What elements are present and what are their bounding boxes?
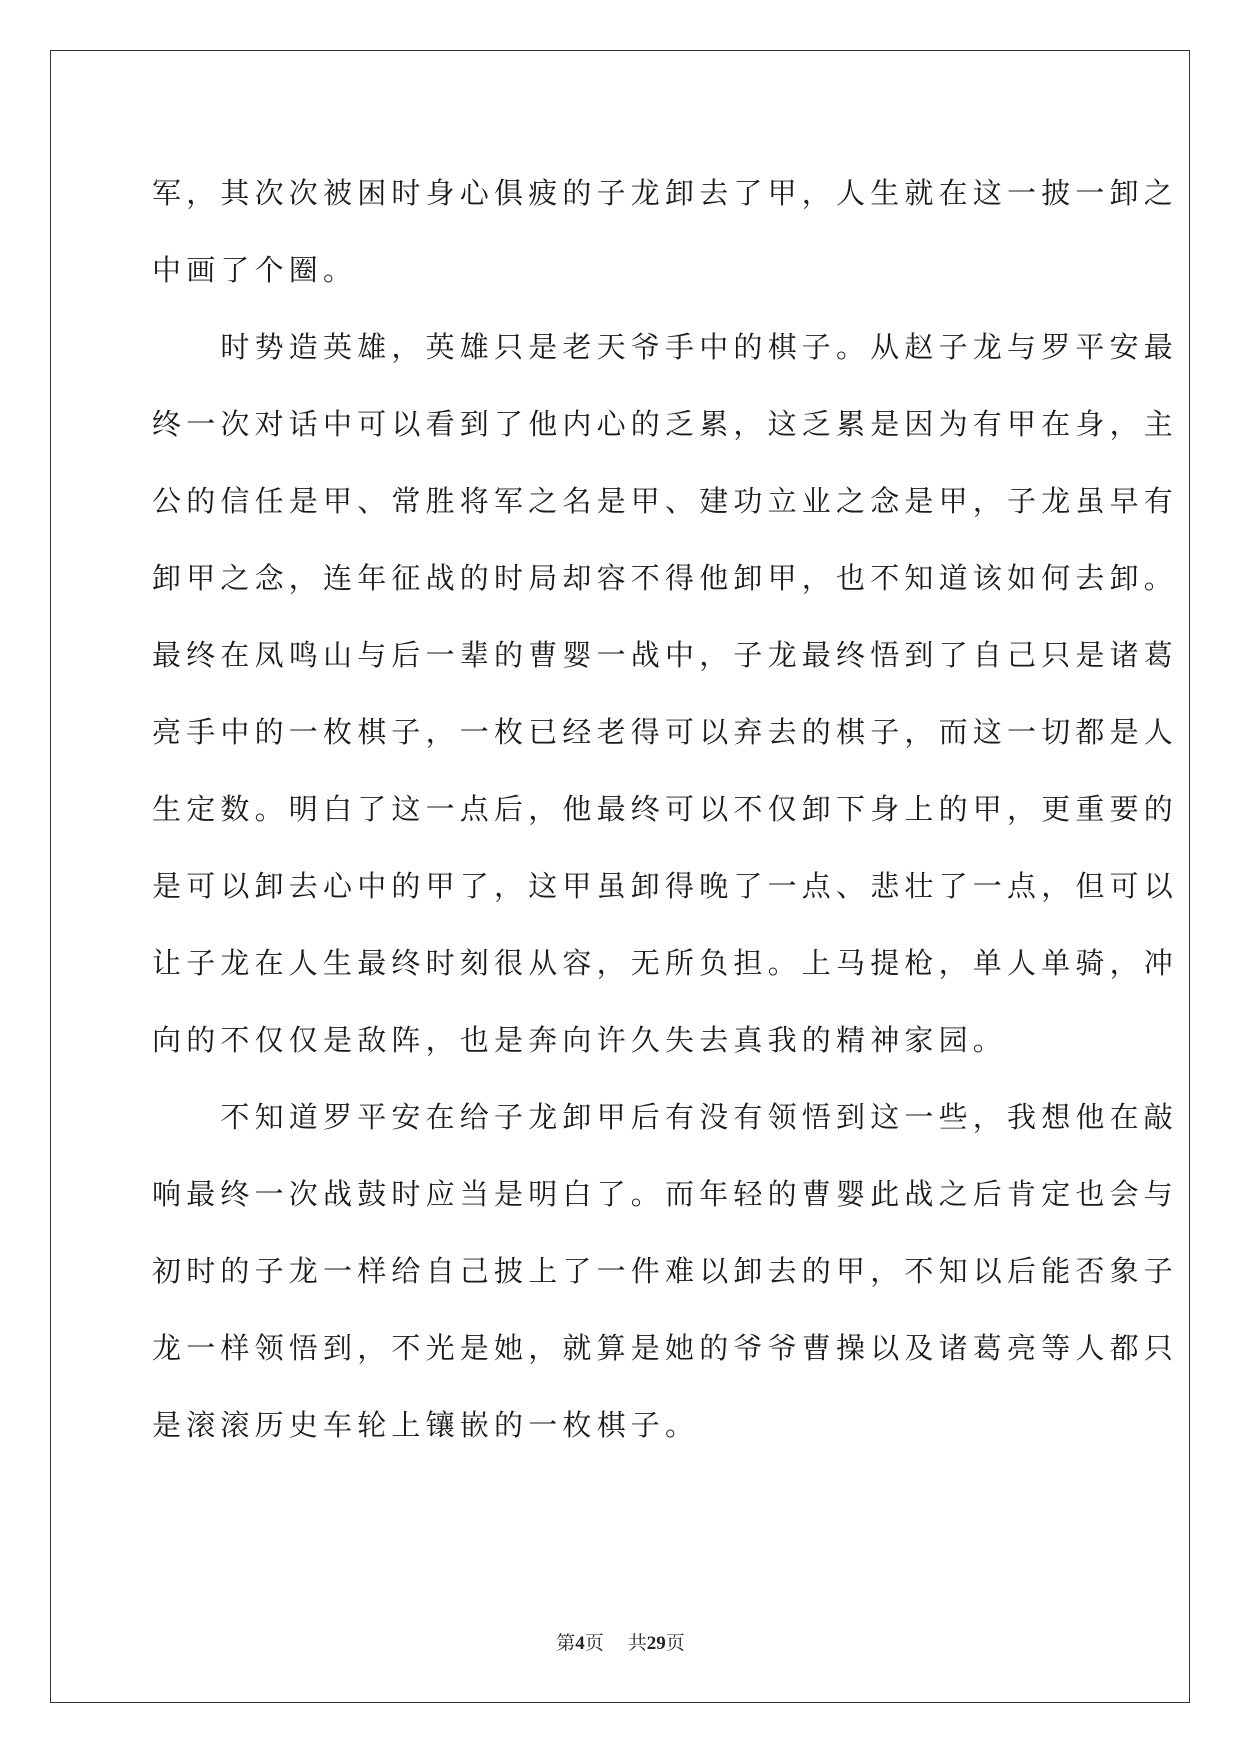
text-line: 初时的子龙一样给自己披上了一件难以卸去的甲，不知以后能否象子: [152, 1254, 1179, 1288]
text-line: 公的信任是甲、常胜将军之名是甲、建功立业之念是甲，子龙虽早有: [152, 484, 1179, 518]
page-current: 4: [575, 1633, 585, 1654]
body-text: [152, 155, 1179, 1464]
text-line: 终一次对话中可以看到了他内心的乏累，这乏累是因为有甲在身，主: [152, 407, 1179, 441]
text-line: 响最终一次战鼓时应当是明白了。而年轻的曹婴此战之后肯定也会与: [152, 1177, 1179, 1211]
page-footer: [0, 1628, 1241, 1655]
total-suffix: 页: [665, 1633, 685, 1654]
page-suffix: 页: [584, 1633, 604, 1654]
text-line: 是滚滚历史车轮上镶嵌的一枚棋子。: [152, 1408, 700, 1442]
text-line: 亮手中的一枚棋子，一枚已经老得可以弃去的棋子，而这一切都是人: [152, 715, 1179, 749]
text-line: 最终在凤鸣山与后一辈的曹婴一战中，子龙最终悟到了自己只是诸葛: [152, 638, 1179, 672]
text-line: 时势造英雄，英雄只是老天爷手中的棋子。从赵子龙与罗平安最: [152, 330, 1179, 364]
total-prefix: 共: [627, 1633, 647, 1654]
text-line: 让子龙在人生最终时刻很从容，无所负担。上马提枪，单人单骑，冲: [152, 946, 1179, 980]
text-line: 生定数。明白了这一点后，他最终可以不仅卸下身上的甲，更重要的: [152, 792, 1179, 826]
text-line: 中画了个圈。: [152, 253, 358, 287]
text-line: 向的不仅仅是敌阵，也是奔向许久失去真我的精神家园。: [152, 1023, 1008, 1057]
text-line: 军，其次次被困时身心俱疲的子龙卸去了甲，人生就在这一披一卸之: [152, 176, 1179, 210]
text-line: 卸甲之念，连年征战的时局却容不得他卸甲，也不知道该如何去卸。: [152, 561, 1179, 595]
page-prefix: 第: [556, 1633, 576, 1654]
page-total: 29: [646, 1633, 666, 1654]
text-line: 是可以卸去心中的甲了，这甲虽卸得晚了一点、悲壮了一点，但可以: [152, 869, 1179, 903]
text-line: 龙一样领悟到，不光是她，就算是她的爷爷曹操以及诸葛亮等人都只: [152, 1331, 1179, 1365]
text-line: 不知道罗平安在给子龙卸甲后有没有领悟到这一些，我想他在敲: [152, 1100, 1179, 1134]
